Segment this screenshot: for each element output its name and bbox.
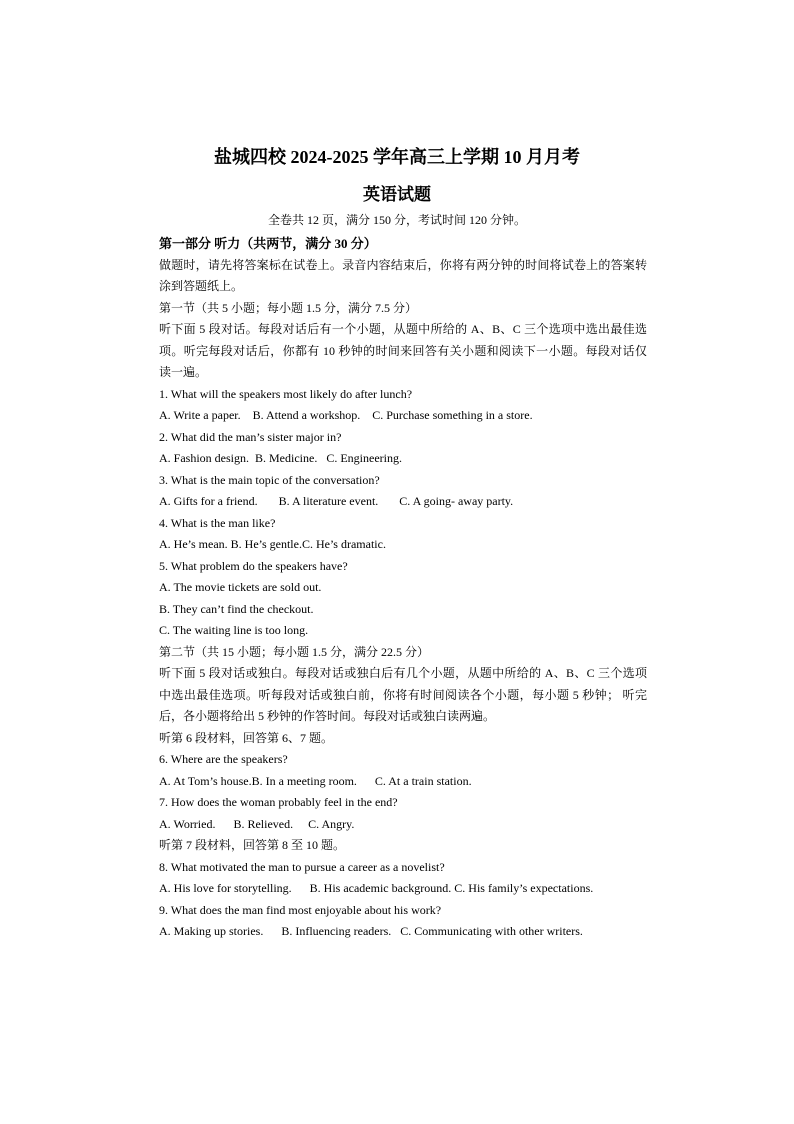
question-4-options: A. He’s mean. B. He’s gentle.C. He’s dramatic. xyxy=(159,537,386,551)
question-1-options: A. Write a paper. B. Attend a workshop. C. Purchase something in a store. xyxy=(159,408,533,422)
material-7-heading: 听第 7 段材料，回答第 8 至 10 题。 xyxy=(159,838,346,852)
section2-heading: 第二节（共 15 小题；每小题 1.5 分，满分 22.5 分） xyxy=(159,644,430,659)
instruction-line: 涂到答题纸上。 xyxy=(159,279,244,293)
section1-instruction-line: 读一遍。 xyxy=(159,365,208,379)
exam-note: 全卷共 12 页，满分 150 分，考试时间 120 分钟。 xyxy=(267,213,526,227)
instruction-line: 做题时，请先将答案标在试卷上。录音内容结束后，你将有两分钟的时间将试卷上的答案转 xyxy=(159,257,647,272)
exam-content xyxy=(159,233,647,943)
exam-title: 盐城四校 2024-2025 学年高三上学期 10 月月考 xyxy=(214,147,580,167)
question-9-options: A. Making up stories. B. Influencing readers. C. Communicating with other writers. xyxy=(159,924,583,938)
question-2: 2. What did the man’s sister major in? xyxy=(159,429,342,444)
question-6-options: A. At Tom’s house.B. In a meeting room. C. At a train station. xyxy=(159,773,472,788)
section2-instruction-line: 中选出最佳选项。听每段对话或独白前，你将有时间阅读各个小题，每小题 5 秒钟； 听完 xyxy=(159,687,647,702)
question-8-options: A. His love for storytelling. B. His academic background. C. His family’s expectations. xyxy=(159,881,594,895)
question-3: 3. What is the main topic of the conversation? xyxy=(159,472,380,487)
question-5-option-b: B. They can’t find the checkout. xyxy=(159,601,314,616)
question-2-options: A. Fashion design. B. Medicine. C. Engineering. xyxy=(159,451,402,465)
question-8: 8. What motivated the man to pursue a career as a novelist? xyxy=(159,859,445,874)
question-3-options: A. Gifts for a friend. B. A literature event. C. A going- away party. xyxy=(159,494,514,508)
section2-instruction-line: 听下面 5 段对话或独白。每段对话或独白后有几个小题，从题中所给的 A、B、C 三个选项 xyxy=(159,666,647,680)
question-5-option-a: A. The movie tickets are sold out. xyxy=(159,580,322,594)
material-6-heading: 听第 6 段材料，回答第 6、7 题。 xyxy=(159,730,334,745)
question-7: 7. How does the woman probably feel in the end? xyxy=(159,795,398,809)
question-4: 4. What is the man like? xyxy=(159,515,276,530)
question-9: 9. What does the man find most enjoyable about his work? xyxy=(159,902,442,917)
question-7-options: A. Worried. B. Relieved. C. Angry. xyxy=(159,816,355,831)
section1-heading: 第一节（共 5 小题；每小题 1.5 分，满分 7.5 分） xyxy=(159,300,418,315)
question-5: 5. What problem do the speakers have? xyxy=(159,558,348,573)
section2-instruction-line: 后，各小题将给出 5 秒钟的作答时间。每段对话或独白读两遍。 xyxy=(159,709,496,723)
exam-subtitle: 英语试题 xyxy=(363,185,431,204)
question-1: 1. What will the speakers most likely do after lunch? xyxy=(159,386,413,401)
part1-heading: 第一部分 听力（共两节，满分 30 分） xyxy=(159,236,377,251)
question-6: 6. Where are the speakers? xyxy=(159,752,288,766)
question-5-option-c: C. The waiting line is too long. xyxy=(159,623,309,637)
section1-instruction-line: 项。听完每段对话后，你都有 10 秒钟的时间来回答有关小题和阅读下一小题。每段对话仅 xyxy=(159,343,647,358)
section1-instruction-line: 听下面 5 段对话。每段对话后有一个小题，从题中所给的 A、B、C 三个选项中选出最佳选 xyxy=(159,322,647,336)
